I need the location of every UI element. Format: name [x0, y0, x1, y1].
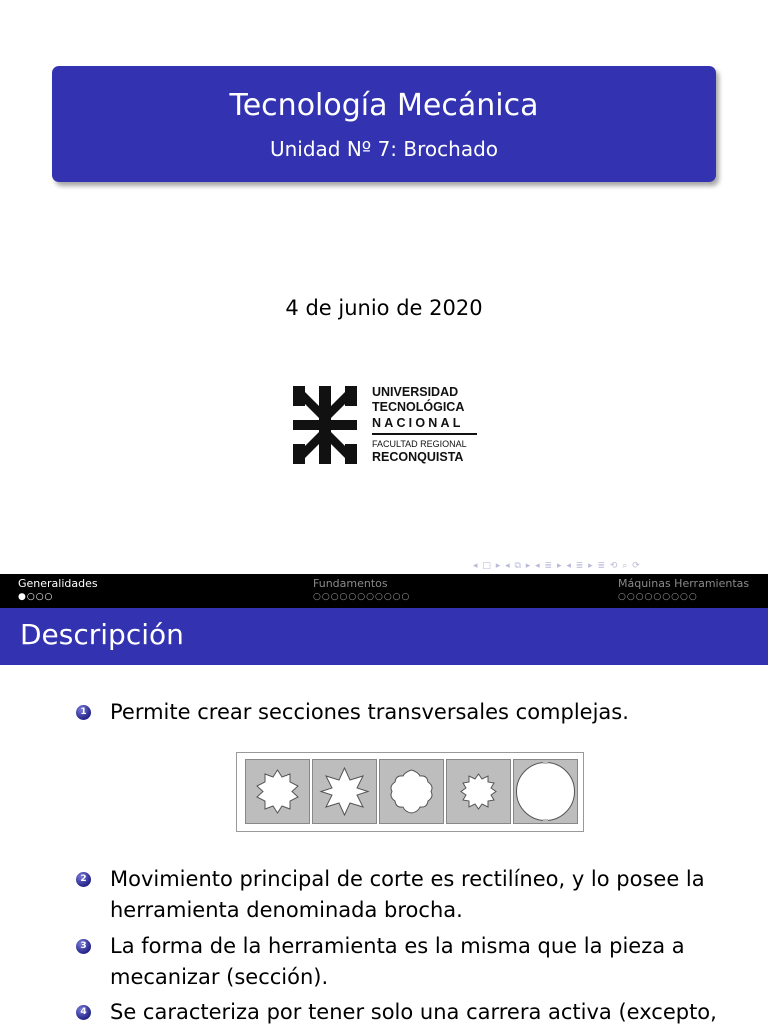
figure-cell	[312, 759, 377, 824]
numbered-bullet-icon: 1	[76, 705, 91, 720]
serrated-hole-icon	[447, 760, 510, 823]
lobed-hole-icon	[380, 760, 443, 823]
numbered-bullet-icon: 4	[76, 1005, 91, 1020]
numbered-bullet-icon: 3	[76, 939, 91, 954]
list-item-text: Permite crear secciones transversales complejas.	[110, 700, 629, 724]
spline-hole-icon	[246, 760, 309, 823]
section-progress-dots[interactable]: ○○○○○○○○○	[618, 592, 698, 602]
list-item-text: La forma de la herramienta es la misma que la pieza a mecanizar (sección).	[110, 934, 685, 989]
star-hole-icon	[313, 760, 376, 823]
logo-line-reconquista: RECONQUISTA	[372, 450, 464, 464]
presentation-title: Tecnología Mecánica	[229, 88, 539, 123]
frame-title: Descripción	[20, 618, 184, 651]
logo-line-tecnologica: TECNOLÓGICA	[372, 400, 465, 414]
list-item-text: Se caracteriza por tener solo una carrera activa (excepto,	[110, 1000, 717, 1024]
title-box	[52, 66, 716, 182]
presentation-date: 4 de junio de 2020	[285, 296, 483, 320]
section-generalidades[interactable]	[18, 577, 98, 602]
logo-divider	[372, 433, 477, 435]
list-item-text: Movimiento principal de corte es rectilíneo, y lo posee la herramienta denominada brocha.	[110, 867, 705, 922]
figure-cell	[245, 759, 310, 824]
section-navigation	[0, 574, 768, 608]
frame-title-bar	[0, 608, 768, 665]
section-label: Máquinas Herramientas	[618, 577, 750, 590]
figure-cell	[513, 759, 578, 824]
beamer-navigation-bar[interactable]: ◂ □ ▸ ◂ ⧉ ▸ ◂ ≣ ▸ ◂ ≣ ▸ ≣ ⟲ ⌕ ⟳	[473, 561, 641, 571]
section-fundamentos[interactable]	[313, 577, 410, 602]
round-hole-icon	[514, 760, 577, 823]
logo-line-nacional: NACIONAL	[372, 416, 464, 430]
numbered-bullet-icon: 2	[76, 872, 91, 887]
figure-cell	[446, 759, 511, 824]
section-maquinas-herramientas[interactable]	[618, 577, 749, 602]
section-label: Fundamentos	[313, 577, 388, 590]
section-label: Generalidades	[18, 577, 98, 590]
section-progress-dots[interactable]: ●○○○	[18, 592, 54, 602]
logo-line-facultad: FACULTAD REGIONAL	[372, 439, 467, 449]
broached-sections-figure	[236, 752, 584, 832]
figure-cell	[379, 759, 444, 824]
utn-emblem-icon	[292, 384, 358, 466]
utn-logo	[292, 384, 482, 468]
section-progress-dots[interactable]: ○○○○○○○○○○○	[313, 592, 411, 602]
presentation-subtitle: Unidad Nº 7: Brochado	[269, 137, 499, 161]
logo-line-universidad: UNIVERSIDAD	[372, 385, 459, 399]
